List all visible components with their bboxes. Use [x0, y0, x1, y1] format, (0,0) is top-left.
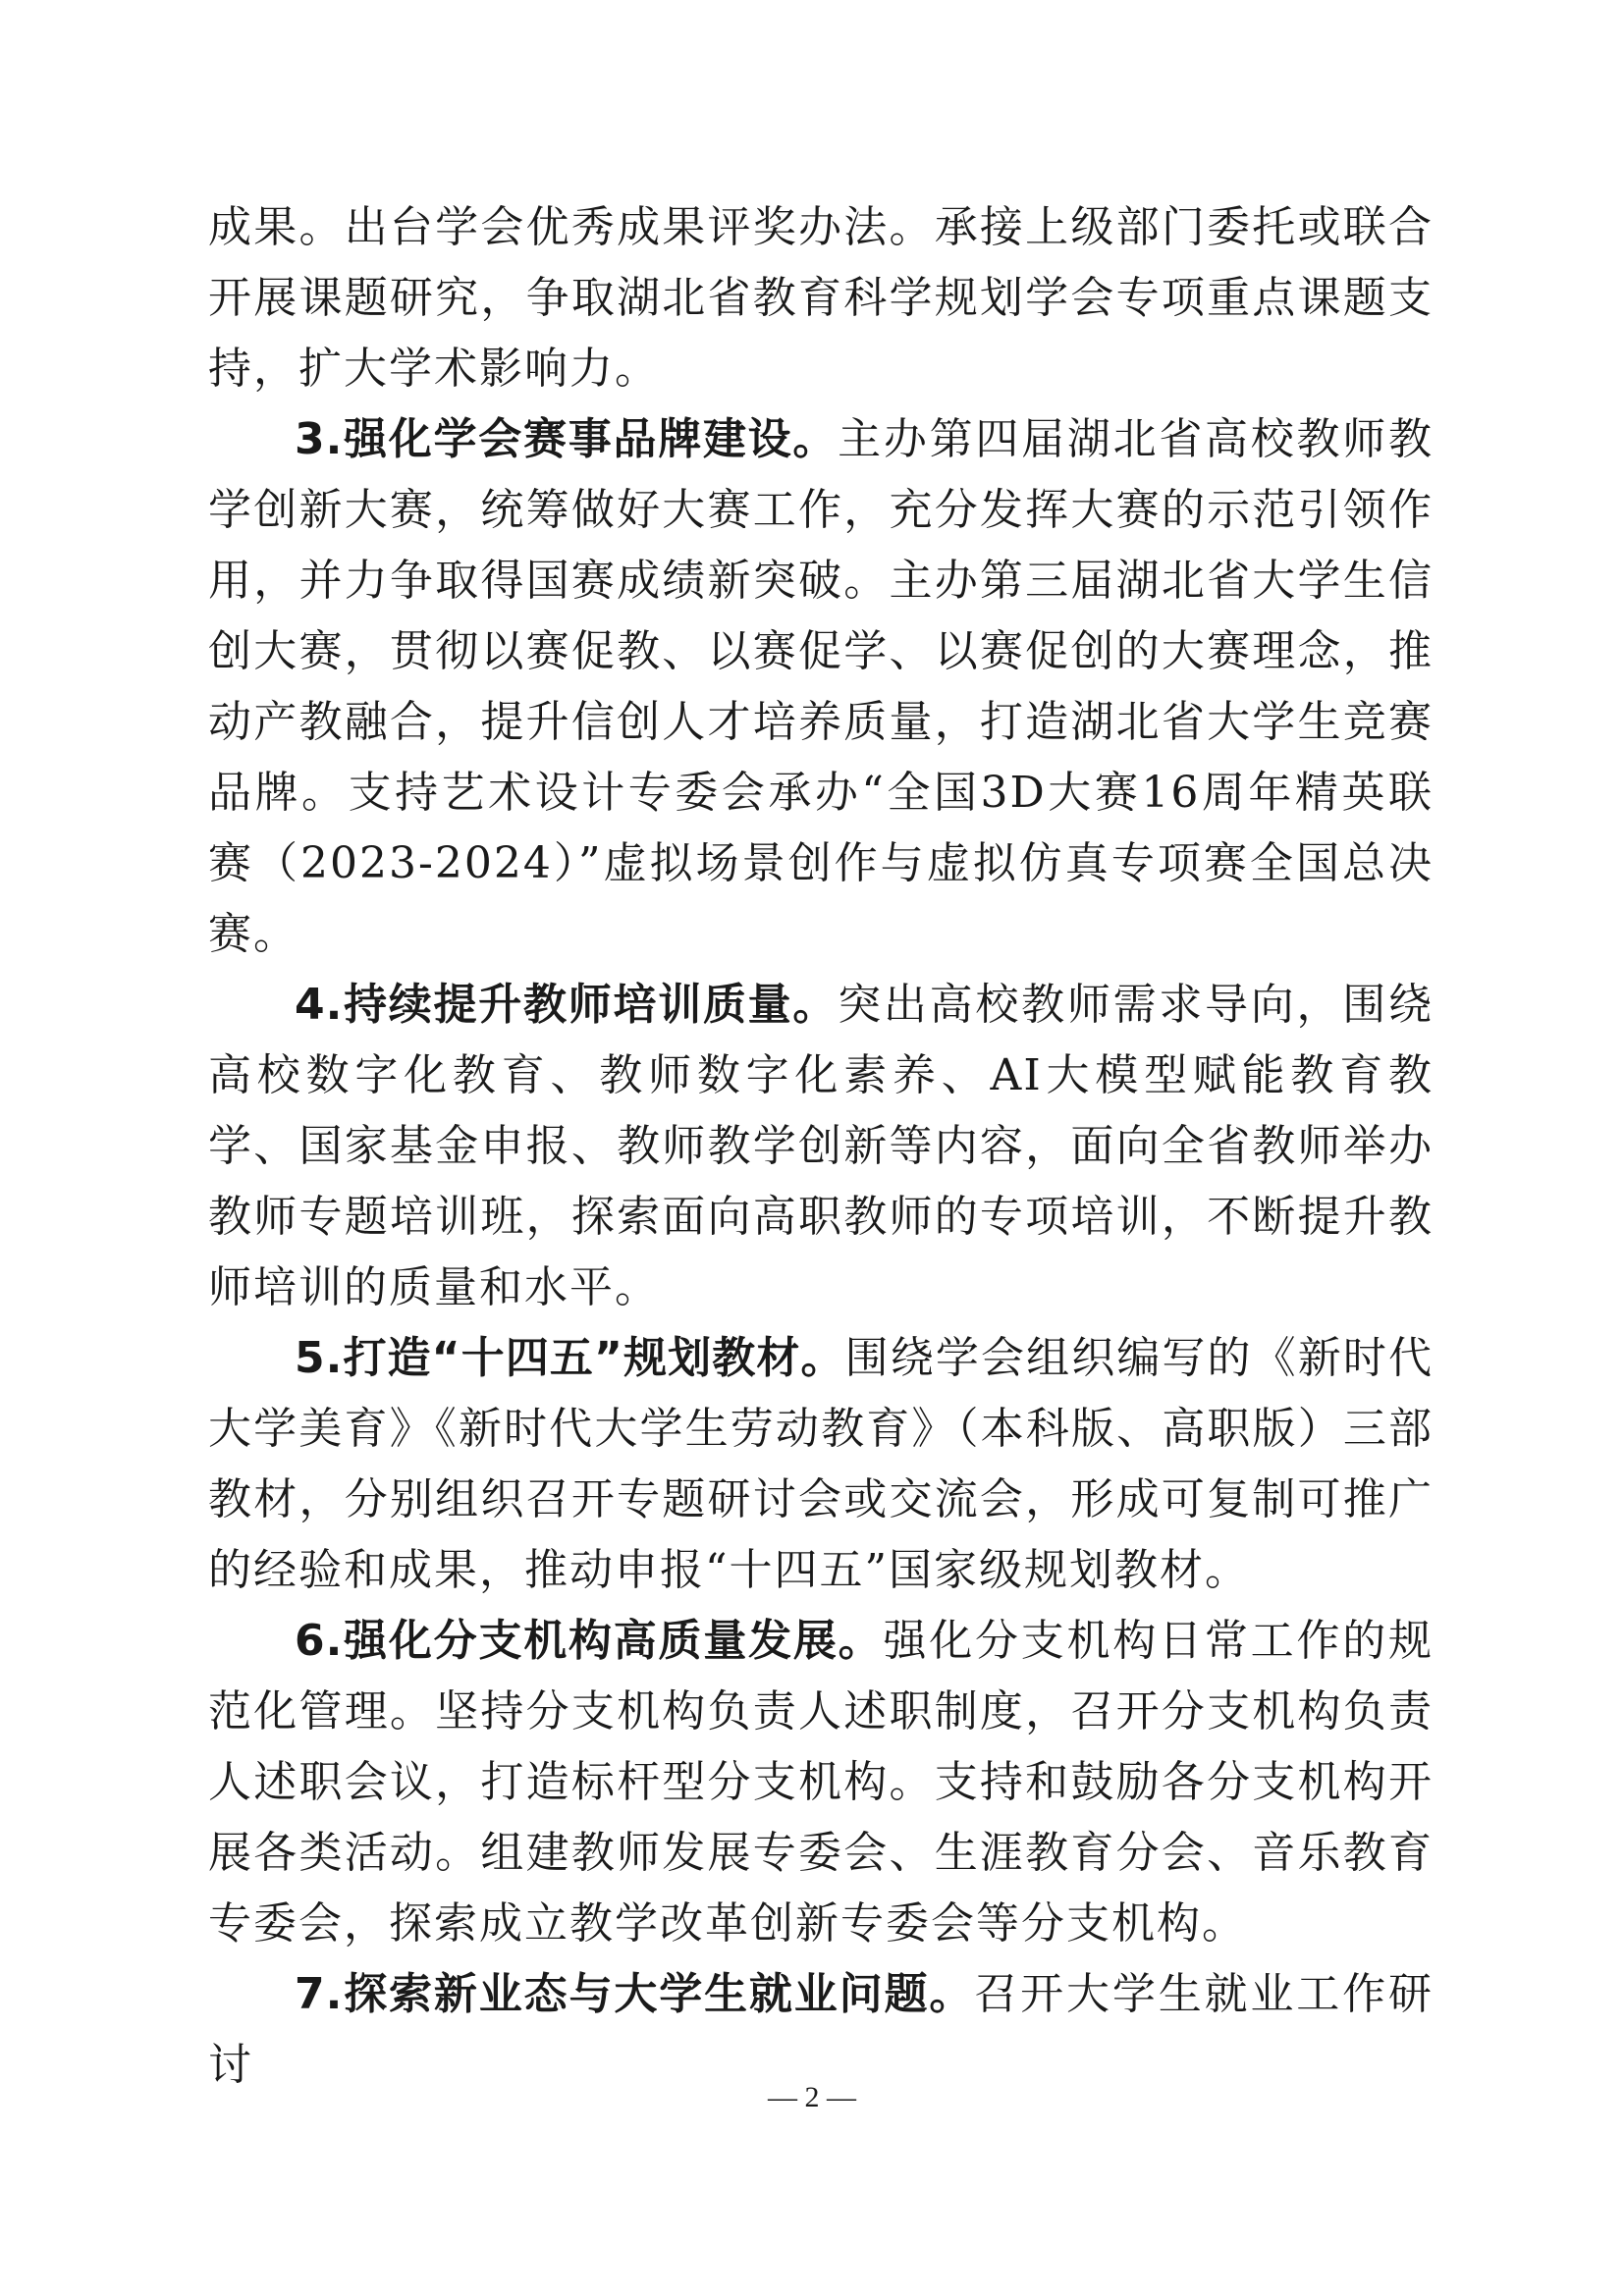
document-body	[208, 192, 1434, 2101]
section-heading-7: 7.探索新业态与大学生就业问题。	[295, 1969, 975, 2019]
section-heading-3: 3.强化学会赛事品牌建设。	[295, 414, 839, 464]
section-body-7: 召开大学生就业工作研讨	[208, 1969, 1434, 2090]
section-heading-6: 6.强化分支机构高质量发展。	[295, 1616, 884, 1666]
section-body-3: 主办第四届湖北省高校教师教学创新大赛，统筹做好大赛工作，充分发挥大赛的示范引领作用，并力争取得国赛成绩新突破。主办第三届湖北省大学生信创大赛，贯彻以赛促教、以赛促学、以赛促创的大赛理念，推动产教融合，提升信创人才培养质量，打造湖北省大学生竞赛品牌。支持艺术设计专委会承办“全国3D大赛16周年精英联赛（2023-2024）”虚拟场景创作与虚拟仿真专项赛全国总决赛。	[208, 414, 1434, 959]
section-paragraph-4	[208, 970, 1434, 1323]
page-number: — 2 —	[768, 2081, 856, 2113]
section-heading-4: 4.持续提升教师培训质量。	[295, 980, 839, 1030]
section-paragraph-6	[208, 1606, 1434, 1959]
section-body-4: 突出高校教师需求导向，围绕高校数字化教育、教师数字化素养、AI大模型赋能教育教学、国家基金申报、教师教学创新等内容，面向全省教师举办教师专题培训班，探索面向高职教师的专项培训，不断提升教师培训的质量和水平。	[208, 980, 1434, 1312]
section-paragraph-3	[208, 404, 1434, 970]
section-body-5: 围绕学会组织编写的《新时代大学美育》《新时代大学生劳动教育》（本科版、高职版）三部教材，分别组织召开专题研讨会或交流会，形成可复制可推广的经验和成果，推动申报“十四五”国家级规划教材。	[208, 1333, 1434, 1595]
section-paragraph-7	[208, 1959, 1434, 2101]
section-paragraph-5	[208, 1323, 1434, 1606]
section-body-6: 强化分支机构日常工作的规范化管理。坚持分支机构负责人述职制度，召开分支机构负责人述职会议，打造标杆型分支机构。支持和鼓励各分支机构开展各类活动。组建教师发展专委会、生涯教育分会、音乐教育专委会，探索成立教学改革创新专委会等分支机构。	[208, 1616, 1434, 1949]
section-heading-5: 5.打造“十四五”规划教材。	[295, 1333, 845, 1383]
continuation-paragraph: 成果。出台学会优秀成果评奖办法。承接上级部门委托或联合开展课题研究，争取湖北省教育科学规划学会专项重点课题支持，扩大学术影响力。	[208, 202, 1434, 394]
